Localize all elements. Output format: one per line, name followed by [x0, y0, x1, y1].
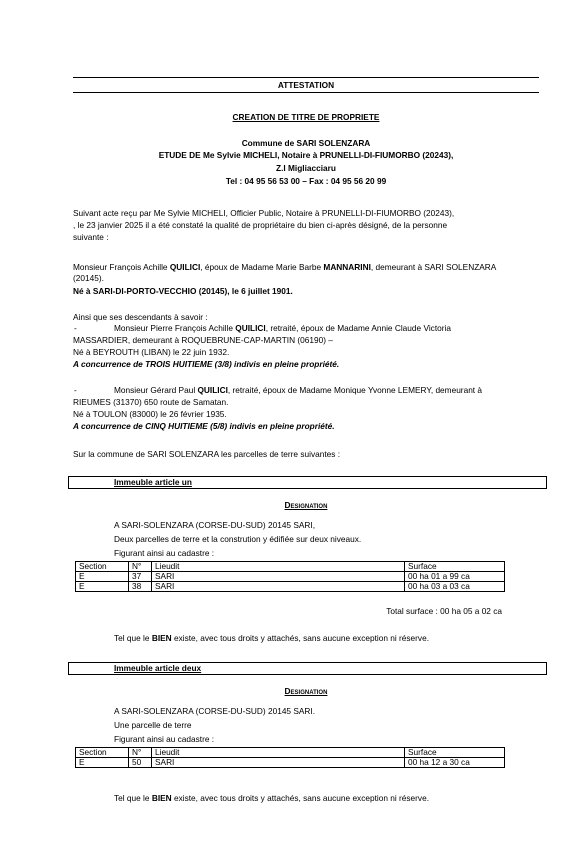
column-header-surface: Surface	[405, 748, 505, 758]
descendant-2-line-2: RIEUMES (31370) 650 route de Samatan.	[73, 397, 229, 407]
intro-line-3: suivante :	[73, 232, 109, 242]
closing-suffix: existe, avec tous droits y attachés, sans aucune exception ni réserve.	[171, 633, 429, 643]
column-header-number: N°	[129, 748, 152, 758]
cell-section: E	[76, 582, 129, 592]
article-2-closing	[114, 793, 429, 804]
cell-section: E	[76, 572, 129, 582]
cell-lieudit: SARI	[152, 572, 405, 582]
column-header-section: Section	[76, 562, 129, 572]
article-1-designation: Designation	[284, 500, 328, 510]
table-header-row	[76, 748, 505, 758]
owner-line-1	[73, 262, 496, 273]
descendant-1-name: Monsieur Pierre François Achille	[114, 323, 236, 333]
cell-number: 37	[129, 572, 152, 582]
intro-line-2: , le 23 janvier 2025 il a été constaté la qualité de propriétaire du bien ci-après désigné, de la personne	[73, 220, 448, 230]
article-2-location: A SARI-SOLENZARA (CORSE-DU-SUD) 20145 SARI.	[114, 706, 316, 716]
descendant-2-spouse: , retraité, époux de Madame Monique Yvonne LEMERY, demeurant à	[227, 385, 483, 395]
article-2-designation: Designation	[284, 686, 328, 696]
etude-line: ETUDE DE Me Sylvie MICHELI, Notaire à PRUNELLI-DI-FIUMORBO (20243),	[158, 150, 454, 160]
cell-number: 50	[129, 758, 152, 768]
descendant-1-line-2	[73, 335, 333, 346]
cell-surface: 00 ha 03 a 03 ca	[405, 582, 505, 592]
descendant-2-birth: Né à TOULON (83000) le 26 février 1935.	[73, 409, 227, 419]
owner-line-2: (20145).	[73, 273, 104, 283]
closing-prefix: Tel que le	[114, 793, 152, 803]
cell-surface: 00 ha 12 a 30 ca	[405, 758, 505, 768]
cell-lieudit: SARI	[152, 758, 405, 768]
descendant-1-dash-mark: –	[328, 335, 333, 345]
column-header-lieudit: Lieudit	[152, 748, 405, 758]
descendant-1-share: A concurrence de TROIS HUITIEME (3/8) indivis en pleine propriété.	[73, 359, 340, 369]
owner-birth: Né à SARI-DI-PORTO-VECCHIO (20145), le 6 juillet 1901.	[73, 286, 293, 296]
descendant-2-share: A concurrence de CINQ HUITIEME (5/8) indivis en pleine propriété.	[73, 421, 335, 431]
table-row	[76, 758, 505, 768]
title-rule	[73, 92, 539, 93]
descendant-2-name: Monsieur Gérard Paul	[114, 385, 198, 395]
article-1-total-surface: Total surface : 00 ha 05 a 02 ca	[386, 606, 502, 616]
closing-bien: BIEN	[151, 793, 172, 803]
owner-spouse: , époux de Madame Marie Barbe	[200, 262, 324, 272]
descendant-2-dash: -	[74, 385, 77, 395]
parcels-intro: Sur la commune de SARI SOLENZARA les parcelles de terre suivantes :	[73, 449, 340, 459]
cell-number: 38	[129, 582, 152, 592]
table-row	[76, 572, 505, 582]
commune-line: Commune de SARI SOLENZARA	[241, 138, 371, 148]
descendant-2-line-1	[114, 385, 482, 396]
article-2-cadastre-table	[75, 747, 505, 768]
descendants-intro: Ainsi que ses descendants à savoir :	[73, 312, 208, 322]
article-2-cadastre-intro: Figurant ainsi au cadastre :	[114, 734, 215, 744]
article-1-location: A SARI-SOLENZARA (CORSE-DU-SUD) 20145 SARI,	[114, 520, 316, 530]
zone-line: Z.I Migliacciaru	[276, 163, 336, 173]
closing-prefix: Tel que le	[114, 633, 152, 643]
column-header-surface: Surface	[405, 562, 505, 572]
column-header-number: N°	[129, 562, 152, 572]
descendant-1-surname: QUILICI	[235, 323, 266, 333]
descendant-1-line-1	[114, 323, 539, 334]
descendant-2-surname: QUILICI	[197, 385, 228, 395]
article-1-heading: Immeuble article un	[114, 477, 192, 487]
table-header-row	[76, 562, 505, 572]
contact-line: Tel : 04 95 56 53 00 – Fax : 04 95 56 20 99	[225, 176, 387, 186]
descendant-1-residence: MASSARDIER, demeurant à ROQUEBRUNE-CAP-MARTIN (06190)	[73, 335, 326, 345]
closing-bien: BIEN	[151, 633, 172, 643]
subtitle: CREATION DE TITRE DE PROPRIETE	[232, 112, 380, 122]
article-1-description: Deux parcelles de terre et la constrution y édifiée sur deux niveaux.	[114, 534, 362, 544]
article-1-closing	[114, 633, 429, 644]
article-2-description: Une parcelle de terre	[114, 720, 192, 730]
owner-residence: , demeurant à SARI SOLENZARA	[370, 262, 497, 272]
descendant-1-dash: -	[74, 323, 77, 333]
descendant-1-birth: Né à BEYROUTH (LIBAN) le 22 juin 1932.	[73, 347, 230, 357]
owner-spouse-surname: MANNARINI	[323, 262, 371, 272]
cell-lieudit: SARI	[152, 582, 405, 592]
intro-line-1: Suivant acte reçu par Me Sylvie MICHELI, Officier Public, Notaire à PRUNELLI-DI-FIUMORBO (20243),	[73, 208, 455, 218]
cell-surface: 00 ha 01 a 99 ca	[405, 572, 505, 582]
top-rule	[73, 77, 539, 78]
owner-surname: QUILICI	[169, 262, 201, 272]
article-1-cadastre-table	[75, 561, 505, 592]
closing-suffix: existe, avec tous droits y attachés, sans aucune exception ni réserve.	[171, 793, 429, 803]
column-header-lieudit: Lieudit	[152, 562, 405, 572]
column-header-section: Section	[76, 748, 129, 758]
cell-section: E	[76, 758, 129, 768]
table-row	[76, 582, 505, 592]
article-2-heading: Immeuble article deux	[114, 663, 202, 673]
owner-name: Monsieur François Achille	[73, 262, 170, 272]
descendant-1-spouse: , retraité, époux de Madame Annie Claude Victoria	[265, 323, 451, 333]
article-1-cadastre-intro: Figurant ainsi au cadastre :	[114, 548, 215, 558]
attestation-title: ATTESTATION	[277, 80, 335, 90]
